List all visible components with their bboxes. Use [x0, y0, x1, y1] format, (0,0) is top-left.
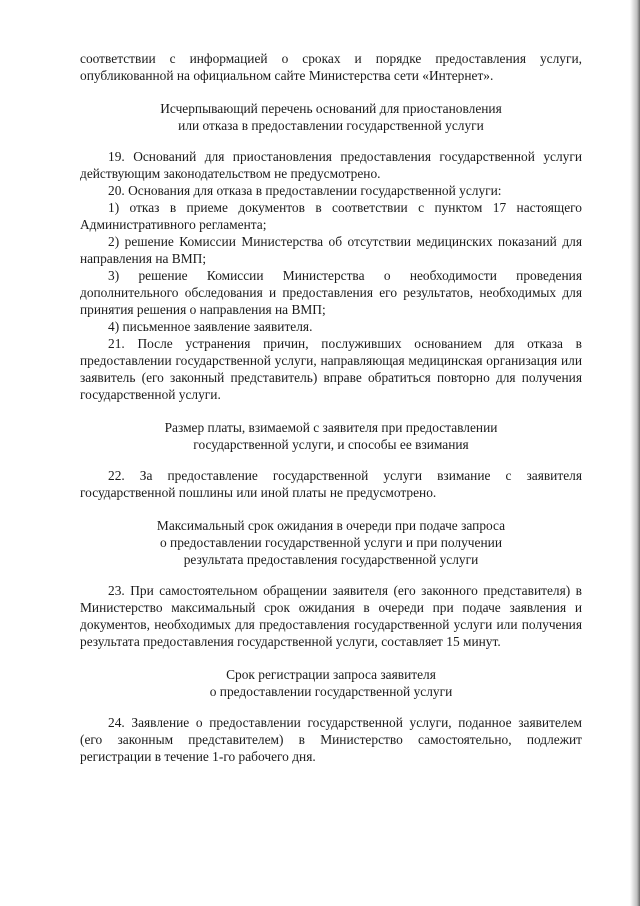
section-heading-fee [80, 419, 582, 453]
paragraph-20-item-4: 4) письменное заявление заявителя. [108, 319, 313, 334]
heading-line: Исчерпывающий перечень оснований для приостановления [160, 101, 502, 116]
document-body [80, 50, 582, 765]
section-heading-grounds-refusal [80, 100, 582, 134]
paragraph-22: 22. За предоставление государственной услуги взимание с заявителя государственной пошлины или иной платы не предусмотрено. [80, 468, 582, 500]
heading-line: Срок регистрации запроса заявителя [226, 667, 436, 682]
heading-line: Максимальный срок ожидания в очереди при подаче запроса [156, 518, 506, 533]
heading-line: о предоставлении государственной услуги и при получении [160, 535, 502, 550]
heading-line: или отказа в предоставлении государственной услуги [178, 118, 484, 133]
heading-line: о предоставлении государственной услуги [209, 684, 453, 699]
paragraph-23: 23. При самостоятельном обращении заявителя (его законного представителя) в Министерство максимальный срок ожидания в очереди при подаче заявления и документов, необходимых для предоставления государственной услуги или получения результата предоставления государственной услуги, составляет 15 минут. [80, 583, 582, 649]
paragraph-24: 24. Заявление о предоставлении государственной услуги, поданное заявителем (его законным представителем) в Министерство самостоятельно, подлежит регистрации в течение 1-го рабочего дня. [80, 715, 582, 764]
paragraph-20-item-3: 3) решение Комиссии Министерства о необходимости проведения дополнительного обследования и предоставления его результатов, необходимых для принятия решения о направления на ВМП; [80, 268, 582, 317]
paragraph-21: 21. После устранения причин, послуживших основанием для отказа в предоставлении государственной услуги, направляющая медицинская организация или заявитель (его законный представитель) вправе обратиться повторно для получения государственной услуги. [80, 336, 582, 402]
paragraph-20-item-2: 2) решение Комиссии Министерства об отсутствии медицинских показаний для направления на ВМП; [80, 234, 582, 266]
section-heading-registration [80, 666, 582, 700]
heading-line: Размер платы, взимаемой с заявителя при предоставлении [164, 420, 498, 435]
heading-line: государственной услуги, и способы ее взимания [193, 437, 469, 452]
section-heading-queue-time [80, 517, 582, 568]
paragraph-20-item-1: 1) отказ в приеме документов в соответствии с пунктом 17 настоящего Административного регламента; [80, 200, 582, 232]
heading-line: результата предоставления государственной услуги [183, 552, 479, 567]
paragraph-20: 20. Основания для отказа в предоставлении государственной услуги: [108, 183, 502, 198]
paragraph-continuation: соответствии с информацией о сроках и порядке предоставления услуги, опубликованной на официальном сайте Министерства сети «Интернет». [80, 51, 582, 83]
scan-edge-shadow [630, 0, 640, 906]
paragraph-19: 19. Оснований для приостановления предоставления государственной услуги действующим законодательством не предусмотрено. [80, 149, 582, 181]
